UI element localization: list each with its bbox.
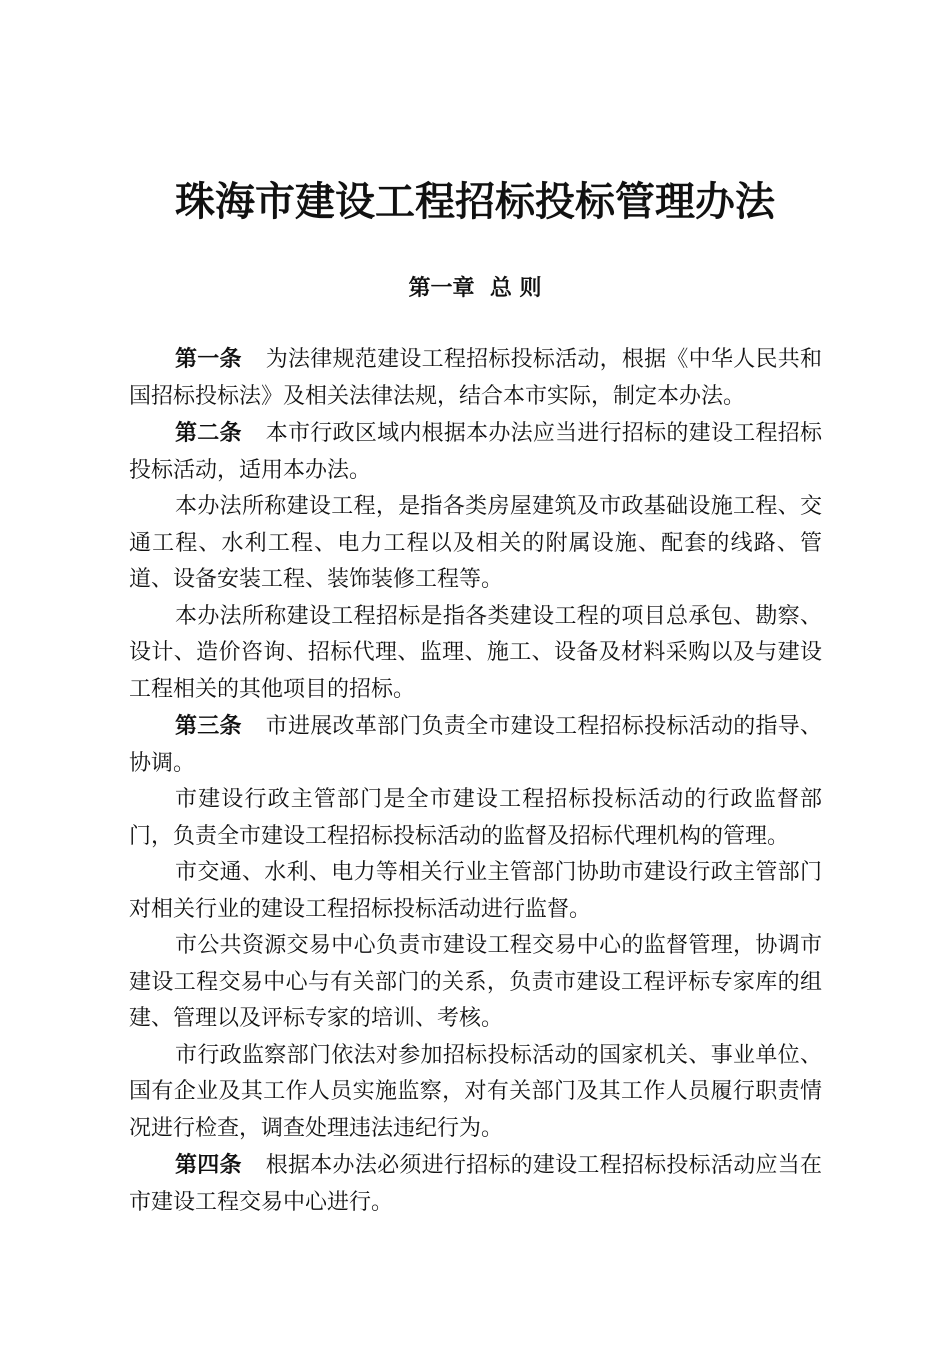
article-label: 第三条 — [175, 713, 242, 739]
paragraph-text: 市公共资源交易中心负责市建设工程交易中心的监督管理，协调市建设工程交易中心与有关部门的关系，负责市建设工程评标专家库的组建、管理以及评标专家的培训、考核。 — [129, 933, 822, 1031]
paragraph — [129, 1147, 822, 1221]
article-label: 第二条 — [175, 420, 242, 446]
paragraph-text: 根据本办法必须进行招标的建设工程招标投标活动应当在市建设工程交易中心进行。 — [129, 1153, 822, 1215]
document-body — [129, 341, 822, 1221]
paragraph — [129, 708, 822, 782]
paragraph — [129, 1038, 822, 1148]
article-label: 第一条 — [175, 346, 242, 372]
paragraph-text: 本办法所称建设工程招标是指各类建设工程的项目总承包、勘察、设计、造价咨询、招标代理、监理、施工、设备及材料采购以及与建设工程相关的其他项目的招标。 — [129, 603, 822, 702]
paragraph-text: 市交通、水利、电力等相关行业主管部门协助市建设行政主管部门对相关行业的建设工程招标投标活动进行监督。 — [129, 860, 822, 922]
document-title: 珠海市建设工程招标投标管理办法 — [175, 179, 775, 225]
paragraph-text: 市行政监察部门依法对参加招标投标活动的国家机关、事业单位、国有企业及其工作人员实施监察，对有关部门及其工作人员履行职责情况进行检查，调查处理违法违纪行为。 — [129, 1042, 822, 1141]
paragraph — [129, 599, 822, 709]
paragraph — [129, 782, 822, 855]
paragraph-text: 本办法所称建设工程，是指各类房屋建筑及市政基础设施工程、交通工程、水利工程、电力工程以及相关的附属设施、配套的线路、管道、设备安装工程、装饰装修工程等。 — [129, 494, 822, 592]
paragraph-text: 本市行政区域内根据本办法应当进行招标的建设工程招标投标活动，适用本办法。 — [129, 421, 822, 483]
paragraph — [129, 341, 822, 415]
paragraph-text: 市建设行政主管部门是全市建设工程招标投标活动的行政监督部门，负责全市建设工程招标投标活动的监督及招标代理机构的管理。 — [129, 787, 822, 849]
paragraph — [129, 928, 822, 1038]
article-label: 第四条 — [175, 1152, 242, 1178]
chapter-title: 第一章 总 则 — [408, 275, 542, 301]
paragraph — [129, 489, 822, 599]
paragraph-text: 市进展改革部门负责全市建设工程招标投标活动的指导、协调。 — [129, 714, 822, 776]
paragraph — [129, 855, 822, 928]
paragraph — [129, 415, 822, 489]
paragraph-text: 为法律规范建设工程招标投标活动，根据《中华人民共和国招标投标法》及相关法律法规，结合本市实际，制定本办法。 — [129, 347, 822, 409]
